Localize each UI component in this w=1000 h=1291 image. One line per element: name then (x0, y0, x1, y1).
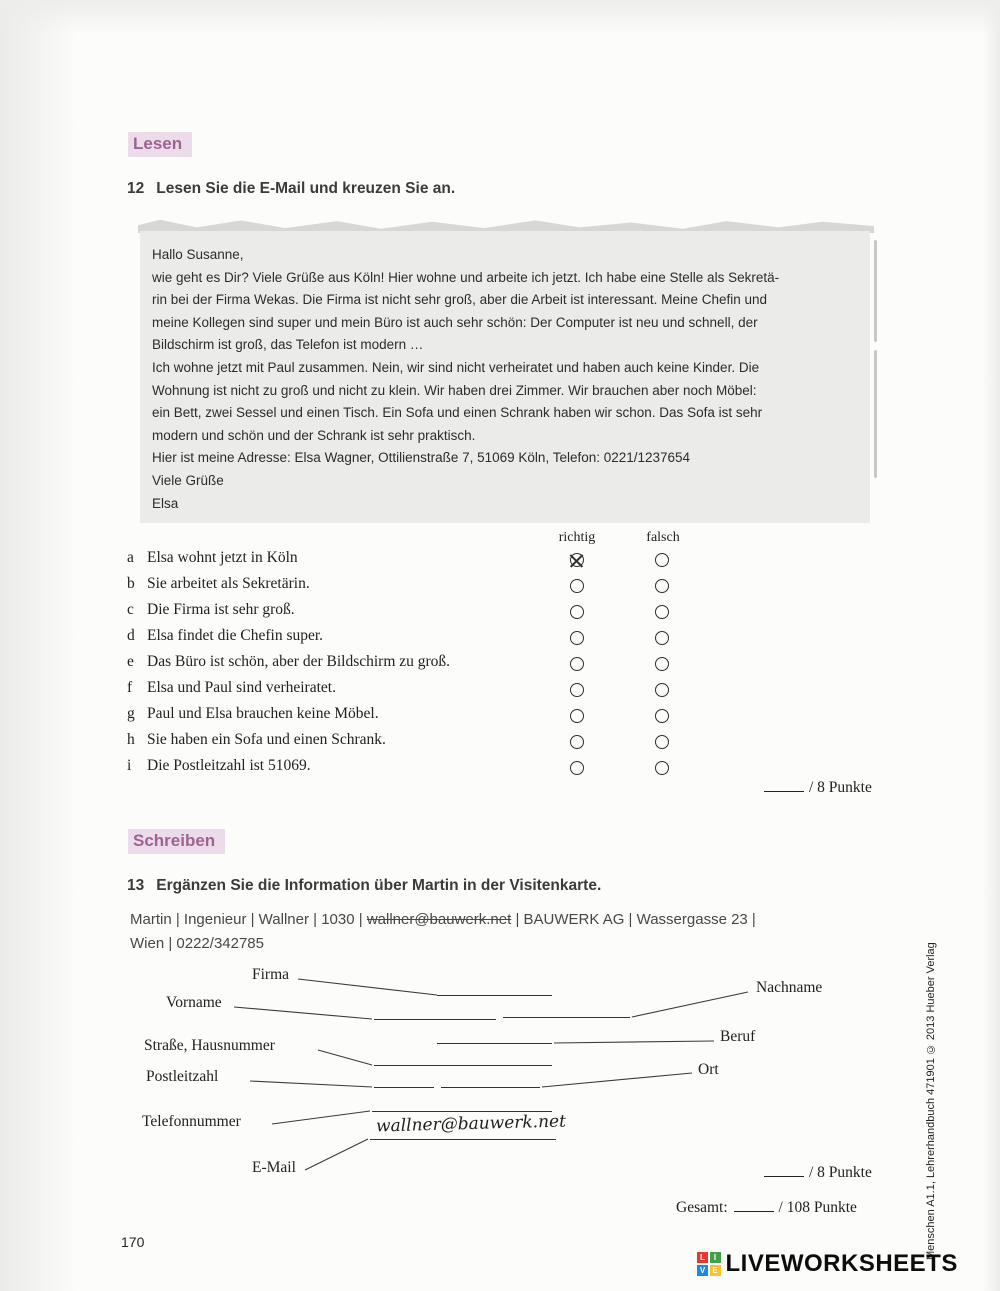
task-text: Ergänzen Sie die Information über Martin in der Visitenkarte. (156, 877, 602, 894)
page-number: 170 (121, 1234, 145, 1250)
scan-edge-top (0, 0, 1000, 34)
brand-square-v: V (697, 1265, 708, 1276)
blank-strasse-hausnummer[interactable] (374, 1057, 552, 1066)
brand-square-e: E (710, 1265, 721, 1276)
table-row (127, 549, 697, 575)
points-label: / 8 Punkte (809, 1164, 872, 1181)
word-bank (130, 908, 830, 956)
task-text: Lesen Sie die E-Mail und kreuzen Sie an. (156, 180, 456, 197)
statement-text: Das Büro ist schön, aber der Bildschirm zu groß. (147, 653, 451, 670)
richtig-radio[interactable] (570, 579, 584, 593)
points-label: / 8 Punkte (809, 779, 872, 796)
blank-postleitzahl[interactable] (374, 1079, 434, 1088)
email-line: modern und schön und der Schrank ist sehr praktisch. (152, 427, 476, 443)
row-letter: i (127, 757, 132, 774)
richtig-radio[interactable] (570, 657, 584, 671)
email-line: Bildschirm ist groß, das Telefon ist modern … (152, 337, 424, 353)
richtig-radio[interactable] (570, 553, 584, 567)
points-line-schreiben (762, 1164, 872, 1182)
publisher-credit: Menschen A1.1, Lehrerhandbuch 471901 © 2013 Hueber Verlag (925, 942, 937, 1260)
liveworksheets-wordmark: LIVEWORKSHEETS (725, 1250, 958, 1277)
card-label-nachname: Nachname (756, 979, 823, 996)
task-13-instruction (127, 877, 601, 895)
email-line: rin bei der Firma Wekas. Die Firma ist nicht sehr groß, aber die Arbeit ist interessant. Meine Chefin und (152, 292, 768, 308)
statement-text: Sie arbeitet als Sekretärin. (147, 575, 310, 592)
email-line: Wohnung ist nicht zu groß und nicht zu klein. Wir haben drei Zimmer. Wir brauchen aber noch Möbel: (152, 382, 757, 398)
statement-text: Die Postleitzahl ist 51069. (147, 757, 311, 774)
row-letter: f (127, 679, 133, 696)
total-points-label: / 108 Punkte (778, 1199, 857, 1216)
statement-text: Elsa wohnt jetzt in Köln (147, 549, 298, 566)
card-label-email: E-Mail (252, 1159, 296, 1176)
falsch-radio[interactable] (655, 605, 669, 619)
scan-fold-mark (874, 240, 877, 342)
richtig-radio[interactable] (570, 709, 584, 723)
blank-telefonnummer[interactable] (372, 1103, 552, 1112)
falsch-radio[interactable] (655, 657, 669, 671)
true-false-table (127, 549, 697, 783)
section-heading-lesen: Lesen (128, 132, 192, 157)
card-label-beruf: Beruf (720, 1028, 756, 1045)
points-line-gesamt (676, 1199, 857, 1217)
blank-nachname[interactable] (503, 1009, 630, 1018)
email-line: wie geht es Dir? Viele Grüße aus Köln! Hier wohne und arbeite ich jetzt. Ich habe eine Stelle als Sekretä- (152, 269, 780, 285)
richtig-radio[interactable] (570, 683, 584, 697)
points-line-lesen (762, 779, 872, 797)
statement-text: Paul und Elsa brauchen keine Möbel. (147, 705, 379, 722)
gesamt-label: Gesamt: (676, 1199, 728, 1216)
scan-fold-mark (874, 350, 877, 478)
column-header-richtig: richtig (558, 530, 596, 545)
falsch-radio[interactable] (655, 553, 669, 567)
column-header-falsch: falsch (646, 530, 680, 545)
card-label-firma: Firma (252, 966, 290, 983)
table-row (127, 653, 697, 679)
score-blank[interactable] (734, 1199, 774, 1212)
row-letter: c (127, 601, 134, 618)
word-bank-line-1 (130, 908, 830, 932)
table-row (127, 705, 697, 731)
blank-firma[interactable] (437, 987, 552, 996)
table-row (127, 575, 697, 601)
brand-square-i: I (710, 1252, 721, 1263)
liveworksheets-grid-icon (697, 1252, 721, 1276)
score-blank[interactable] (764, 779, 804, 792)
word-bank-struck-item: wallner@bauwerk.net (366, 911, 512, 928)
table-row (127, 627, 697, 653)
row-letter: b (127, 575, 135, 592)
table-row (127, 679, 697, 705)
card-label-telefonnummer: Telefonnummer (142, 1113, 241, 1130)
richtig-radio[interactable] (570, 735, 584, 749)
card-label-vorname: Vorname (166, 994, 222, 1011)
section-heading-schreiben: Schreiben (128, 829, 225, 854)
email-text-box (140, 231, 870, 523)
row-letter: h (127, 731, 135, 748)
email-line: Viele Grüße (152, 472, 224, 488)
scan-edge-left (0, 0, 110, 1291)
row-letter: e (127, 653, 134, 670)
statement-text: Elsa und Paul sind verheiratet. (147, 679, 336, 696)
email-line: Elsa (152, 495, 179, 511)
task-12-instruction (127, 180, 455, 198)
task-number: 12 (127, 180, 145, 197)
richtig-radio[interactable] (570, 605, 584, 619)
statement-text: Die Firma ist sehr groß. (147, 601, 295, 618)
task-number: 13 (127, 877, 145, 894)
liveworksheets-logo[interactable] (697, 1250, 958, 1278)
visitenkarte-diagram (130, 958, 890, 1178)
email-line: Hallo Susanne, (152, 247, 244, 262)
word-bank-text: | BAUWERK AG | Wassergasse 23 | (511, 911, 756, 928)
falsch-radio[interactable] (655, 683, 669, 697)
blank-beruf[interactable] (437, 1035, 552, 1044)
email-line: Ich wohne jetzt mit Paul zusammen. Nein, wir sind nicht verheiratet und haben auch keine Kinder. Die (152, 359, 760, 375)
falsch-radio[interactable] (655, 735, 669, 749)
richtig-radio[interactable] (570, 761, 584, 775)
falsch-radio[interactable] (655, 631, 669, 645)
card-label-strasse-hausnummer: Straße, Hausnummer (144, 1037, 275, 1054)
scan-edge-right (982, 0, 1000, 1291)
word-bank-text: Martin | Ingenieur | Wallner | 1030 | (130, 911, 367, 928)
table-row (127, 731, 697, 757)
email-line: meine Kollegen sind super und mein Büro ist auch sehr schön: Der Computer ist neu und schnell, der (152, 314, 758, 330)
blank-vorname[interactable] (374, 1011, 496, 1020)
statement-text: Elsa findet die Chefin super. (147, 627, 324, 644)
table-row (127, 601, 697, 627)
row-letter: g (127, 705, 135, 722)
word-bank-line-2: Wien | 0222/342785 (130, 935, 264, 952)
table-row (127, 757, 697, 783)
email-line: ein Bett, zwei Sessel und einen Tisch. Ein Sofa und einen Schrank haben wir schon. Das Sofa ist sehr (152, 405, 763, 421)
score-blank[interactable] (764, 1164, 804, 1177)
card-label-ort: Ort (698, 1061, 719, 1078)
blank-ort[interactable] (441, 1079, 540, 1088)
falsch-radio[interactable] (655, 761, 669, 775)
falsch-radio[interactable] (655, 709, 669, 723)
handwritten-email-answer[interactable]: wallner@bauwerk.net (375, 1111, 567, 1137)
row-letter: d (127, 627, 135, 644)
brand-square-l: L (697, 1252, 708, 1263)
email-line: Hier ist meine Adresse: Elsa Wagner, Ottilienstraße 7, 51069 Köln, Telefon: 0221/1237654 (152, 450, 691, 466)
row-letter: a (127, 549, 134, 566)
falsch-radio[interactable] (655, 579, 669, 593)
card-label-postleitzahl: Postleitzahl (146, 1068, 219, 1085)
statement-text: Sie haben ein Sofa und einen Schrank. (147, 731, 386, 748)
richtig-radio[interactable] (570, 631, 584, 645)
